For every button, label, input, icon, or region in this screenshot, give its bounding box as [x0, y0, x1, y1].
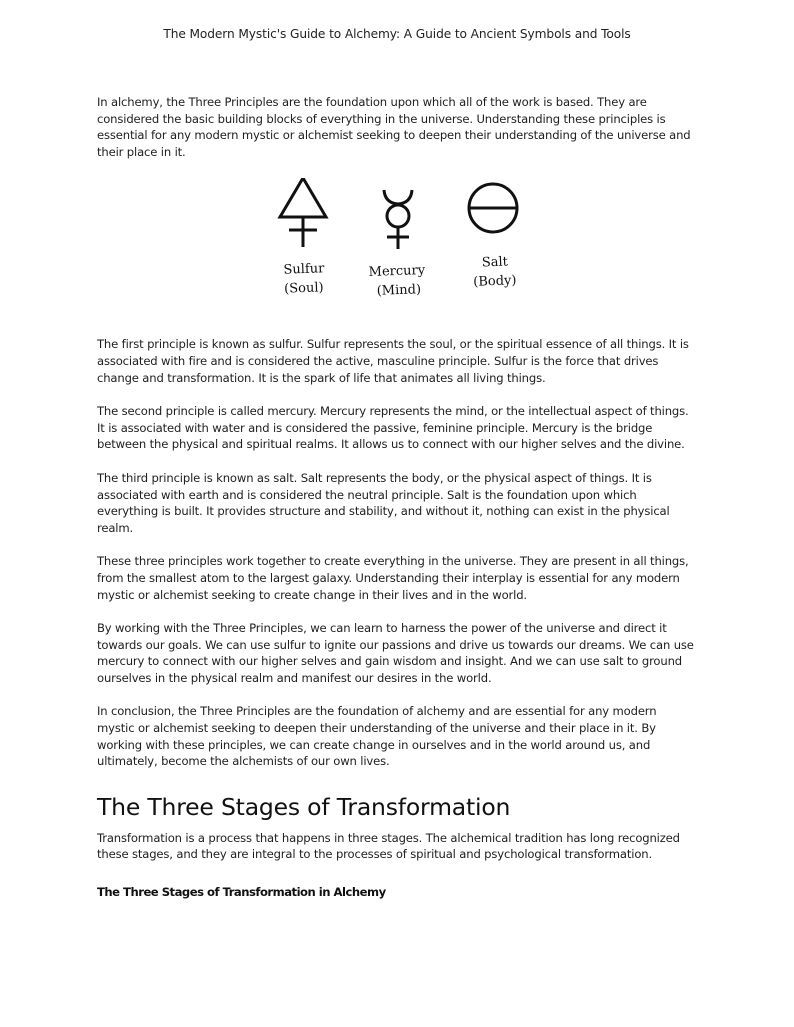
paragraph-salt: The third principle is known as salt. Salt represents the body, or the physical aspect of things. It is associated with earth and is considered the neutral principle. Salt is the foundation upon which everything is built. It provides structure and stability, and without it, nothing can exist in the physical realm. [97, 470, 670, 535]
salt-symbol-icon [469, 184, 517, 232]
sulfur-label: Sulfur [283, 261, 325, 279]
salt-label: Salt [481, 254, 509, 271]
running-header: The Modern Mystic's Guide to Alchemy: A Guide to Ancient Symbols and Tools [163, 27, 631, 41]
paragraph-interplay: These three principles work together to create everything in the universe. They are present in all things, from the smallest atom to the largest galaxy. Understanding their interplay is essential for any modern mystic or alchemist seeking to create change in their lives and in the world. [97, 554, 689, 602]
section-paragraph: Transformation is a process that happens in three stages. The alchemical tradition has long recognized these stages, and they are integral to the processes of spiritual and psychological transformation. [97, 830, 680, 862]
sulfur-aspect: (Soul) [283, 280, 324, 298]
mercury-aspect: (Mind) [376, 282, 422, 300]
mercury-label: Mercury [368, 263, 426, 281]
three-principles-figure [97, 178, 697, 316]
salt-aspect: (Body) [473, 273, 517, 291]
intro-paragraph: In alchemy, the Three Principles are the foundation upon which all of the work is based. They are considered the basic building blocks of everything in the universe. Understanding these principles is essential for any modern mystic or alchemist seeking to deepen their understanding of the universe and their place in it. [97, 95, 691, 159]
paragraph-mercury: The second principle is called mercury. Mercury represents the mind, or the intellectual aspect of things. It is associated with water and is considered the passive, feminine principle. Mercury is the bridge between the physical and spiritual realms. It allows us to connect with our higher selves and the divine. [97, 404, 689, 452]
three-principles-diagram [97, 178, 697, 316]
paragraph-conclusion: In conclusion, the Three Principles are the foundation of alchemy and are essential for any modern mystic or alchemist seeking to deepen their understanding of the universe and their place in it. By working with these principles, we can create change in ourselves and in the world around us, and ultimately, become the alchemists of our own lives. [97, 704, 657, 769]
section-subheading: The Three Stages of Transformation in Alchemy [97, 885, 386, 900]
mercury-symbol-icon [384, 190, 412, 249]
section-heading: The Three Stages of Transformation [97, 792, 511, 821]
paragraph-sulfur: The first principle is known as sulfur. Sulfur represents the soul, or the spiritual essence of all things. It is associated with fire and is considered the active, masculine principle. Sulfur is the force that drives change and transformation. It is the spark of life that animates all living things. [97, 337, 689, 385]
paragraph-working: By working with the Three Principles, we can learn to harness the power of the universe and direct it towards our goals. We can use sulfur to ignite our passions and drive us towards our dreams. We can use mercury to connect with our higher selves and gain wisdom and insight. And we can use salt to ground ourselves in the physical realm and manifest our desires in the world. [97, 621, 694, 685]
page-content [97, 94, 697, 899]
sulfur-symbol-icon [280, 178, 326, 247]
